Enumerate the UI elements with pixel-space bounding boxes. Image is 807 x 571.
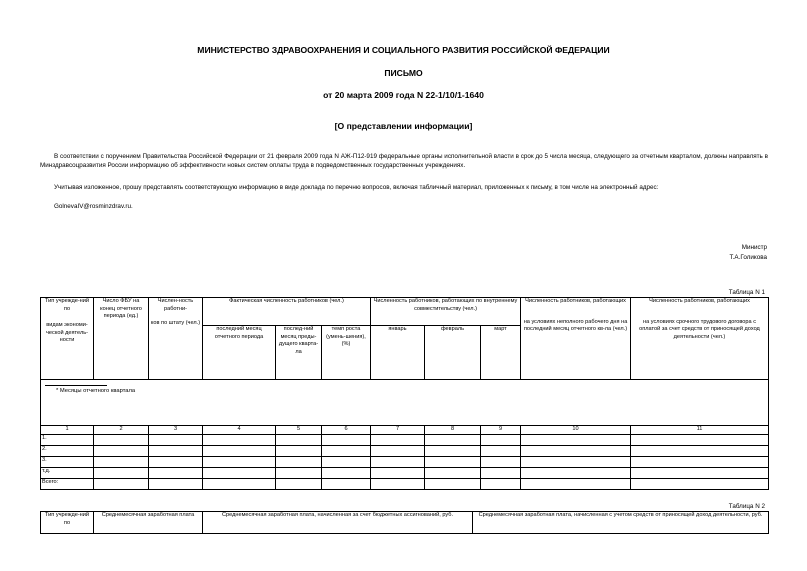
footnote-rule (45, 385, 107, 386)
footnote-text: * Месяцы отчетного квартала (56, 388, 136, 394)
th-internal-parttime: Численность работников, работающих по внутреннему совместительству (чел.) (371, 298, 521, 326)
body-paragraph-1: В соответствии с поручением Правительства Российской Федерации от 21 февраля 2009 года N АЖ-П12-919 федеральные органы исполнительной власти в срок до 5 числа месяца, следующего за отчетным кварталом, должны направлять в Минздравсоцразвития России информацию об эффективности новых систем оплаты труда в подведомственных государственных учреждениях. (40, 153, 768, 169)
body-paragraph-2: Учитывая изложенное, прошу представлять соответствующую информацию в виде доклада по перечню вопросов, включая табличный материал, приложенных к письму, в том числе на электронный адрес: (54, 184, 659, 191)
table2-caption: Таблица N 2 (728, 503, 765, 510)
t2-th-income-salary: Среднемесячная заработная плата, начисленная с учетом средств от приносящей доход деятельности, руб. (473, 512, 769, 534)
th-month-mar: март (481, 326, 521, 380)
th-actual-last-month: последний месяц отчетного периода (203, 326, 276, 380)
table-row (41, 468, 769, 479)
col-number: 7 (371, 426, 425, 435)
document-date-number: от 20 марта 2009 года N 22-1/10/1-1640 (323, 90, 484, 100)
table-2 (40, 511, 769, 534)
table-row (41, 435, 769, 446)
th-parttime-workers: Численность работников, работающих на условиях неполного рабочего дня на последний месяц отчетного кв-ла (чел.) (521, 298, 631, 380)
table1-column-numbers (41, 426, 769, 435)
table-row (41, 446, 769, 457)
col-number: 6 (322, 426, 371, 435)
signature-position: Министр (741, 244, 767, 251)
ministry-title: МИНИСТЕРСТВО ЗДРАВООХРАНЕНИЯ И СОЦИАЛЬНОГО РАЗВИТИЯ РОССИЙСКОЙ ФЕДЕРАЦИИ (197, 45, 610, 55)
th-fbu-count: Число ФБУ на конец отчетного периода (ед.) (94, 298, 149, 380)
t2-th-budget-salary: Среднемесячная заработная плата, начисленная за счет бюджетных ассигнований, руб. (203, 512, 473, 534)
document-subject: [О представлении информации] (334, 121, 473, 131)
signature-name: Т.А.Голикова (729, 254, 767, 261)
col-number: 4 (203, 426, 276, 435)
row-label: т.д. (41, 468, 94, 479)
th-staff-count: Числен-ность работни- ков по штату (чел.) (149, 298, 203, 380)
document-type: ПИСЬМО (384, 68, 423, 78)
col-number: 11 (631, 426, 769, 435)
col-number: 2 (94, 426, 149, 435)
col-number: 10 (521, 426, 631, 435)
th-actual-growth-rate: темп роста (умень-шения), (%) (322, 326, 371, 380)
th-actual-count: Фактическая численность работников (чел.) (203, 298, 371, 326)
th-actual-prev-quarter: послед-ний месяц преды-дущего кварта-ла (276, 326, 322, 380)
th-month-jan: январь (371, 326, 425, 380)
row-label: 1. (41, 435, 94, 446)
table1-footnote-cell (41, 380, 769, 426)
email-link[interactable]: GolnevaIV@rosminzdrav.ru. (54, 203, 133, 210)
th-contract-workers: Численность работников, работающих на условиях срочного трудового договора с оплатой за счет средств от приносящей доход деятельности (чел.) (631, 298, 769, 380)
row-label: Всего: (41, 479, 94, 490)
table-1 (40, 297, 769, 490)
t2-th-institution-type: Тип учрежде-ний по (41, 512, 94, 534)
row-label: 3. (41, 457, 94, 468)
table1-caption: Таблица N 1 (728, 289, 765, 296)
table-row-total (41, 479, 769, 490)
th-month-feb: февраль (425, 326, 481, 380)
th-institution-type: Тип учрежде-ний по видам экономи-ческой деятель-ности (41, 298, 94, 380)
col-number: 3 (149, 426, 203, 435)
col-number: 9 (481, 426, 521, 435)
table-row (41, 457, 769, 468)
col-number: 8 (425, 426, 481, 435)
row-label: 2. (41, 446, 94, 457)
col-number: 1 (41, 426, 94, 435)
col-number: 5 (276, 426, 322, 435)
t2-th-avg-salary: Среднемесячная заработная плата (94, 512, 203, 534)
